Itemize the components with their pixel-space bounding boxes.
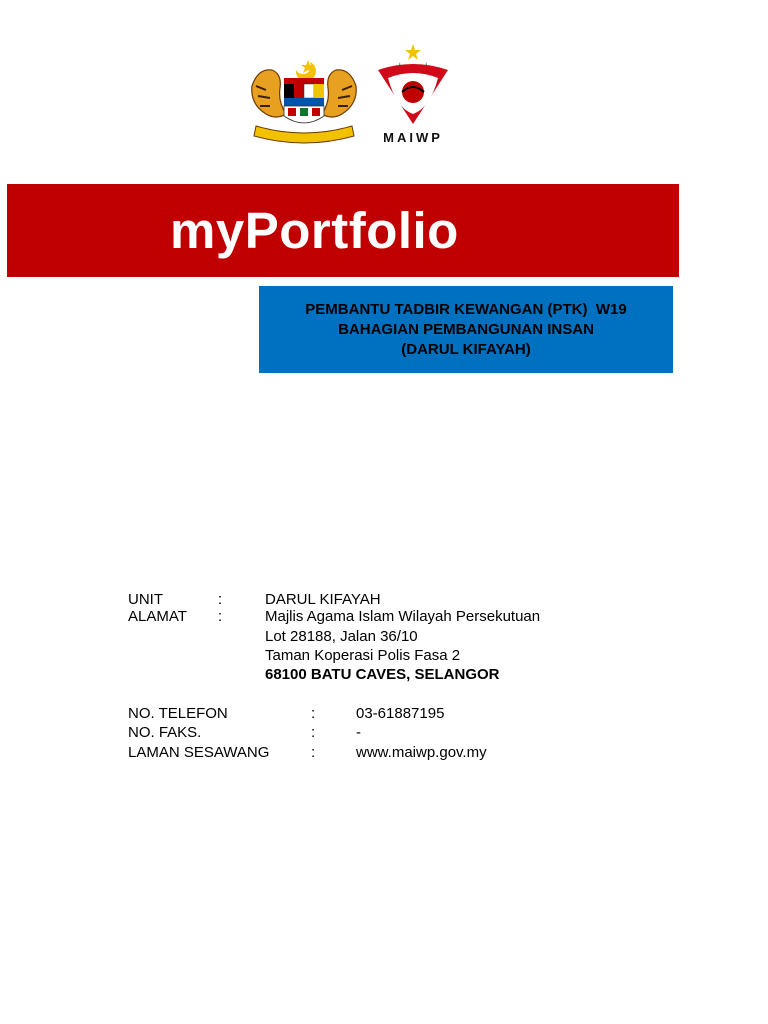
unit-value: DARUL KIFAYAH (265, 591, 381, 608)
website-link[interactable]: www.maiwp.gov.my (356, 744, 487, 761)
unit-label: UNIT (128, 591, 163, 608)
fax-value: - (356, 724, 361, 741)
maiwp-logo-text: MAIWP (383, 130, 443, 145)
coat-of-arms-logo (248, 56, 360, 146)
fax-colon: : (311, 724, 316, 741)
fax-label: NO. FAKS. (128, 724, 202, 741)
address-line: Lot 28188, Jalan 36/10 (265, 628, 418, 645)
maiwp-logo (370, 40, 456, 148)
website-label: LAMAN SESAWANG (128, 744, 270, 761)
subtitle-line: (DARUL KIFAYAH) (401, 341, 531, 358)
address-line: Taman Koperasi Polis Fasa 2 (265, 647, 461, 664)
address-line-postcode: 68100 BATU CAVES, SELANGOR (265, 666, 500, 683)
subtitle-line: PEMBANTU TADBIR KEWANGAN (PTK) W19 (305, 301, 627, 318)
maiwp-emblem-icon (370, 40, 456, 128)
phone-colon: : (311, 705, 316, 722)
phone-value: 03-61887195 (356, 705, 445, 722)
unit-colon: : (218, 591, 223, 608)
position-subtitle-box (259, 286, 673, 373)
address-colon: : (218, 608, 223, 625)
banner-title: myPortfolio (170, 202, 459, 259)
address-label: ALAMAT (128, 608, 187, 625)
address-line: Majlis Agama Islam Wilayah Persekutuan (265, 608, 541, 625)
phone-label: NO. TELEFON (128, 705, 228, 722)
title-banner (7, 184, 679, 277)
website-colon: : (311, 744, 316, 761)
subtitle-line: BAHAGIAN PEMBANGUNAN INSAN (338, 321, 594, 338)
